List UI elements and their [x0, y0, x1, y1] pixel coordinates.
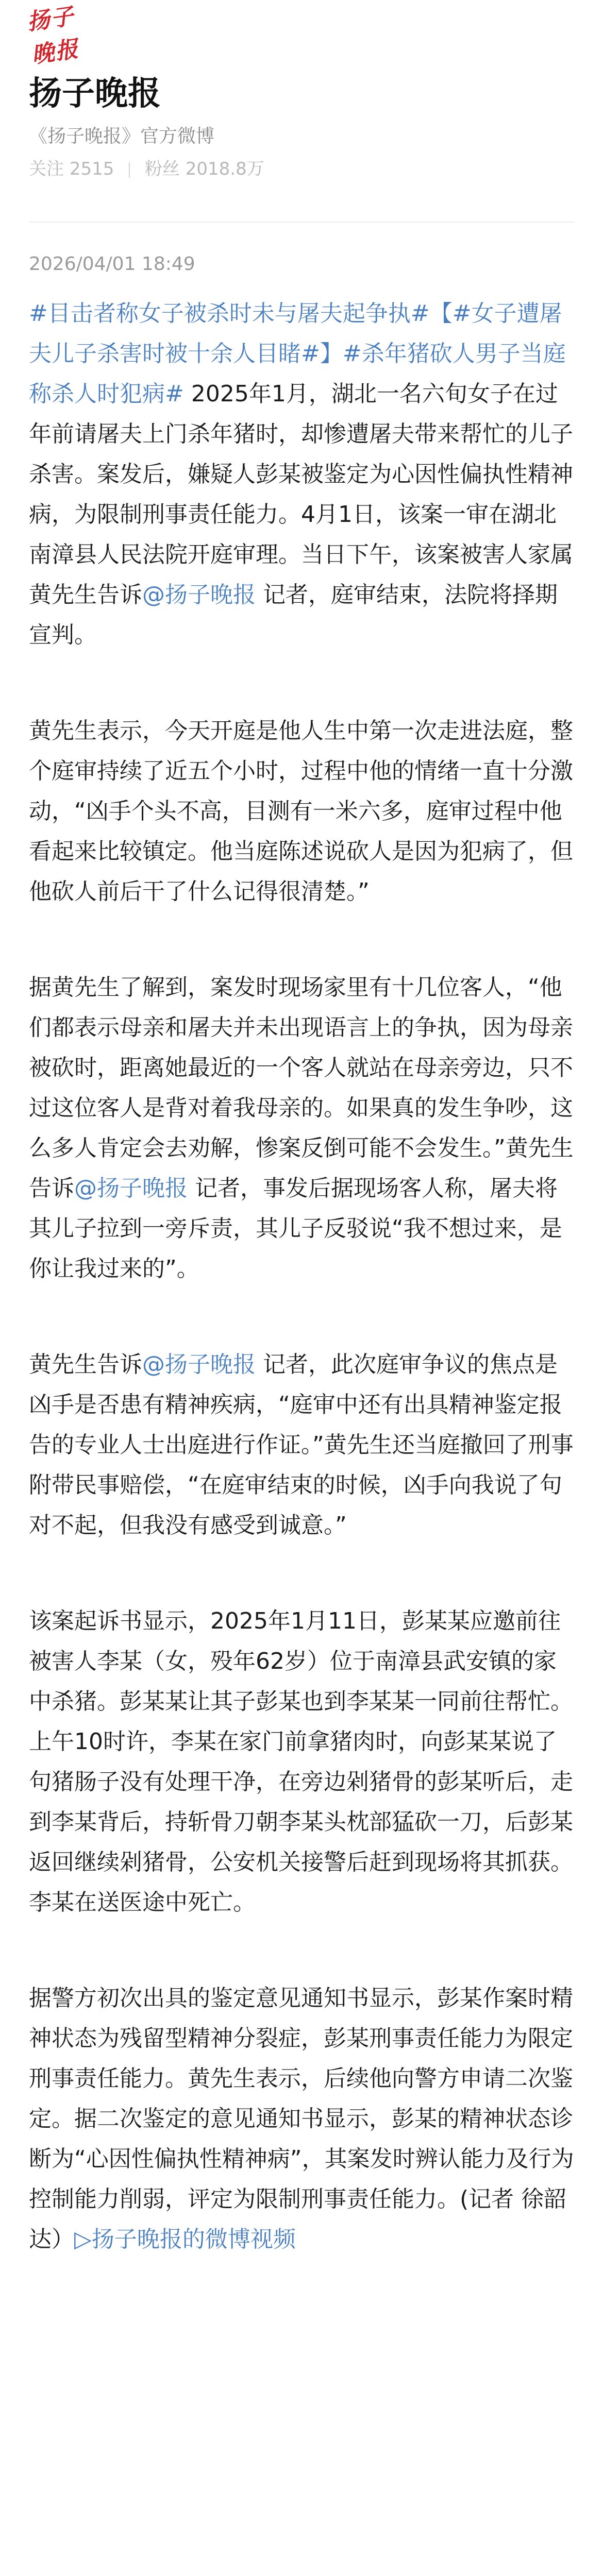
- fans-label: 粉丝: [144, 159, 180, 179]
- mention-link[interactable]: @扬子晚报: [142, 582, 256, 608]
- account-header: [0, 0, 603, 222]
- paragraph-text: 记者，此次庭审争议的焦点是凶手是否患有精神疾病，“庭审中还有出具精神鉴定报告的专业人士出庭进行作证。”黄先生还当庭撤回了刑事附带民事赔偿，“在庭审结束的时候，凶手向我说了句对不起，但我没有感受到诚意。”: [29, 1351, 574, 1538]
- paragraph-text: 2025年1月，湖北一名六旬女子在过年前请屠夫上门杀年猪时，却惨遭屠夫带来帮忙的儿子杀害。案发后，嫌疑人彭某被鉴定为心因性偏执性精神病，为限制刑事责任能力。4月1日，该案一审在湖北南漳县人民法院开庭审理。当日下午，该案被害人家属黄先生告诉: [29, 381, 573, 608]
- video-link[interactable]: ▷扬子晚报的微博视频: [74, 2226, 296, 2252]
- mention-link[interactable]: @扬子晚报: [74, 1175, 188, 1201]
- paragraph-text: 据黄先生了解到，案发时现场家里有十几位客人，“他们都表示母亲和屠夫并未出现语言上的争执，因为母亲被砍时，距离她最近的一个客人就站在母亲旁边，只不过这位客人是背对着我母亲的。如果真的发生争吵，这么多人肯定会去劝解，惨案反倒可能不会发生。”黄先生告诉: [29, 974, 574, 1201]
- paragraph-3: [29, 968, 576, 1289]
- paragraph-5: 该案起诉书显示，2025年1月11日，彭某某应邀前往被害人李某（女，殁年62岁）位于南漳县武安镇的家中杀猪。彭某某让其子彭某也到李某某一同前往帮忙。上午10时许，李某在家门前拿猪肉时，向彭某某说了句猪肠子没有处理干净，在旁边剁猪骨的彭某听后，走到李某背后，持斩骨刀朝李某头枕部猛砍一刀，后彭某返回继续剁猪骨，公安机关接警后赶到现场将其抓获。李某在送医途中死亡。: [29, 1608, 573, 1916]
- account-avatar[interactable]: [25, 3, 97, 69]
- verification-text: 《扬子晚报》官方微博: [29, 126, 215, 147]
- hashtag-link[interactable]: 【#女子遭屠夫儿子杀害时被十余人目睹#】: [29, 300, 562, 367]
- hashtag-link[interactable]: #目击者称女子被杀时未与屠夫起争执#: [29, 300, 430, 327]
- paragraph-6: [29, 1978, 576, 2260]
- account-stats: [29, 155, 264, 180]
- paragraph-2: 黄先生表示，今天开庭是他人生中第一次走进法庭，整个庭审持续了近五个小时，过程中他的情绪一直十分激动，“凶手个头不高，目测有一米六多，庭审过程中他看起来比较镇定。他当庭陈述说砍人是因为犯病了，但他砍人前后干了什么记得很清楚。”: [29, 718, 573, 905]
- followers-count: 2515: [69, 159, 114, 179]
- fans-count: 2018.8万: [185, 159, 264, 179]
- hashtag-link[interactable]: #杀年猪砍人男子当庭称杀人时犯病#: [29, 341, 566, 407]
- paragraph-text: 记者，庭审结束，法院将择期宣判。: [29, 582, 558, 648]
- paragraph-text: 据警方初次出具的鉴定意见通知书显示，彭某作案时精神状态为残留型精神分裂症，彭某刑事责任能力为限定刑事责任能力。黄先生表示，后续他向警方申请二次鉴定。据二次鉴定的意见通知书显示，彭某的精神状态诊断为“心因性偏执性精神病”，其案发时辨认能力及行为控制能力削弱，评定为限制刑事责任能力。(记者 徐韶达）: [29, 1985, 574, 2252]
- paragraph-1: [29, 294, 576, 655]
- post-body: [29, 294, 576, 2315]
- mention-link[interactable]: @扬子晚报: [142, 1351, 256, 1378]
- paragraph-text: 黄先生告诉: [29, 1351, 142, 1378]
- avatar-logo-text: 扬子晚报: [25, 3, 81, 69]
- paragraph-text: 记者，事发后据现场客人称，屠夫将其儿子拉到一旁斥责，其儿子反驳说“我不想过来，是你让我过来的”。: [29, 1175, 562, 1282]
- stats-divider: [129, 162, 130, 178]
- post-timestamp: 2026/04/01 18:49: [29, 253, 195, 275]
- account-name[interactable]: 扬子晚报: [29, 75, 161, 113]
- paragraph-4: [29, 1345, 576, 1546]
- followers-label: 关注: [29, 159, 64, 179]
- header-divider: [29, 222, 574, 223]
